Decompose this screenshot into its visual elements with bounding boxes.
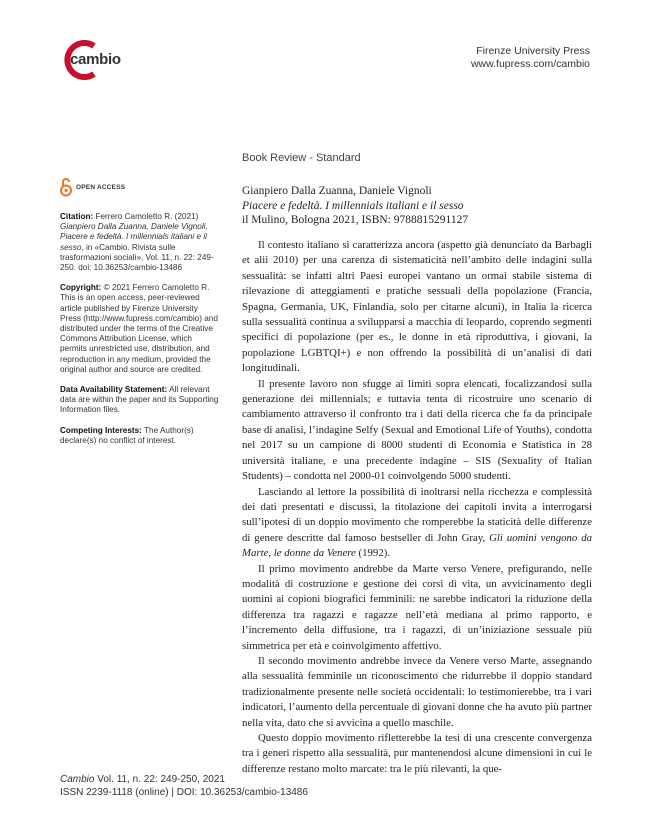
cited-book-title: Gli uomini vengono da Marte, le donne da Venere: [242, 531, 592, 560]
citation-title: Gianpiero Dalla Zuanna, Daniele Vignoli, Piacere e fedeltà. I millennials italiani e il sesso: [60, 222, 208, 252]
citation-text: Ferrero Camoletto R. (2021): [95, 212, 199, 221]
paragraph-3-text: Lasciando al lettore la possibilità di inoltrarsi nella ricchezza e complessità dei dati presentati e discussi, la titolazione dei capitoli invita a interrogarsi sull’ipotesi di un doppio movimento che romperebbe la staticità delle differenze di genere descritte dal famoso bestseller di John Gray,: [242, 485, 592, 544]
citation-source: , in «Cambio. Rivista sulle trasformazioni sociali», Vol. 11, n. 22: 249-250. doi: 10.36253/cambio-13486: [60, 242, 214, 273]
page-footer: [60, 774, 308, 799]
body-paragraph-4: Il primo movimento andrebbe da Marte verso Venere, prefigurando, nelle modalità di costruzione e gestione dei corsi di vita, un avvicinamento degli uomini ai copioni biografici femminili: ne sarebbe indicatori la riduzione della differenza tra ragazzi e ragazze nell’età mediana al primo rapporto, e l’incremento della diffusione, tra i ragazzi, di un’iniziazione sessuale più simmetrica per età e coinvolgimento affettivo.: [242, 562, 592, 652]
open-access-badge: [60, 176, 125, 198]
footer-volume: Vol. 11, n. 22: 249-250, 2021: [94, 774, 225, 785]
paragraph-3-year: (1992).: [355, 547, 391, 560]
body-paragraph-2: Il presente lavoro non sfugge ai limiti sopra elencati, focalizzandosi sulla generazione dei millennials; e tuttavia tenta di ricostruire uno scenario di cambiamento attraverso il confronto tra i dati della ricerca che fa da principale base di analisi, l’indagine Selfy (Sexual and Emotional Life of Youths), condotta nel 2017 su un campione di 8000 studenti di Economia e Statistica in 28 università italiane, e una precedente indagine – SIS (Sexuality of Italian Students) – condotta nel 2000-01 coinvolgendo 5000 studenti.: [242, 377, 592, 483]
publisher-url: www.fupress.com/cambio: [470, 58, 590, 70]
body-paragraph-1: Il contesto italiano si caratterizza ancora (aspetto già denunciato da Barbagli et alii 2010) per una carenza di sistematicità nell’ambito delle indagini sulla sessualità: se infatti altri Paesi europei vantano un ormai stabile sistema di rilevazione di atteggiamenti e pratiche sessuali della popolazione (Francia, Spagna, Germania, UK, Finlandia, solo per citarne alcuni), in Italia la ricerca sulla sessualità continua a svilupparsi a macchia di leopardo, coprendo segmenti specifici di popolazione (per es., le donne in età riproduttiva, i giovani, la popolazione LGBTQI+) e non offrendo la possibilità di un’analisi di dati longitudinali.: [242, 239, 592, 375]
book-publisher: il Mulino, Bologna 2021, ISBN: 9788815291127: [242, 214, 469, 226]
review-body: [242, 238, 592, 777]
data-availability-label: Data Availability Statement:: [60, 385, 168, 395]
article-sidebar: [60, 212, 220, 456]
footer-journal-line: [60, 774, 308, 787]
data-availability-block: [60, 385, 220, 416]
book-authors: Gianpiero Dalla Zuanna, Daniele Vignoli: [242, 185, 432, 197]
data-availability-text: All relevant data are within the paper and its Supporting Information files.: [60, 385, 219, 415]
publisher-name: Firenze University Press: [476, 45, 590, 57]
copyright-block: [60, 283, 220, 375]
open-access-label: OPEN ACCESS: [76, 183, 126, 191]
logo-text: cambio: [70, 51, 121, 68]
footer-journal: Cambio: [60, 774, 95, 785]
copyright-label: Copyright:: [60, 283, 102, 293]
review-type: Book Review - Standard: [242, 152, 361, 164]
footer-issn: ISSN 2239-1118 (online) | DOI: 10.36253/cambio-13486: [60, 786, 308, 798]
citation-label: Citation:: [60, 212, 94, 221]
book-title: Piacere e fedeltà. I millennials italiani e il sesso: [242, 199, 464, 212]
competing-interests-text: The Author(s) declare(s) no conflict of interest.: [60, 425, 194, 445]
body-paragraph-3: [242, 485, 592, 562]
competing-interests-block: [60, 426, 220, 446]
competing-interests-label: Competing Interests:: [60, 425, 142, 435]
open-lock-icon: [60, 177, 72, 197]
body-paragraph-6: Questo doppio movimento rifletterebbe la tesi di una crescente convergenza tra i generi rispetto alla sessualità, pur mantenendosi alcune dimensioni in cui le differenze restano molto marcate: tra le più rilevanti, la que-: [242, 732, 592, 775]
book-info: [242, 184, 602, 228]
body-paragraph-5: Il secondo movimento andrebbe invece da Venere verso Marte, assegnando alla sessualità femminile un riconoscimento che ridurrebbe il doppio standard tradizionalmente presente nelle società occidentali: lo testimonierebbe, tra i vari indicatori, l’aumento della percentuale di giovani donne che ha avuto più partner nella vita, dato che si avvicina a quello maschile.: [242, 654, 592, 729]
publisher-info: [471, 45, 590, 71]
copyright-text: © 2021 Ferrero Camoletto R. This is an open access, peer-reviewed article published by Firenze University Press (http://www.fupress.com/cambio) and distributed under the terms of the Creative Commons Attribution License, which permits unrestricted use, distribution, and reproduction in any medium, provided the original author and source are credited.: [60, 283, 218, 374]
citation-block: [60, 212, 220, 273]
